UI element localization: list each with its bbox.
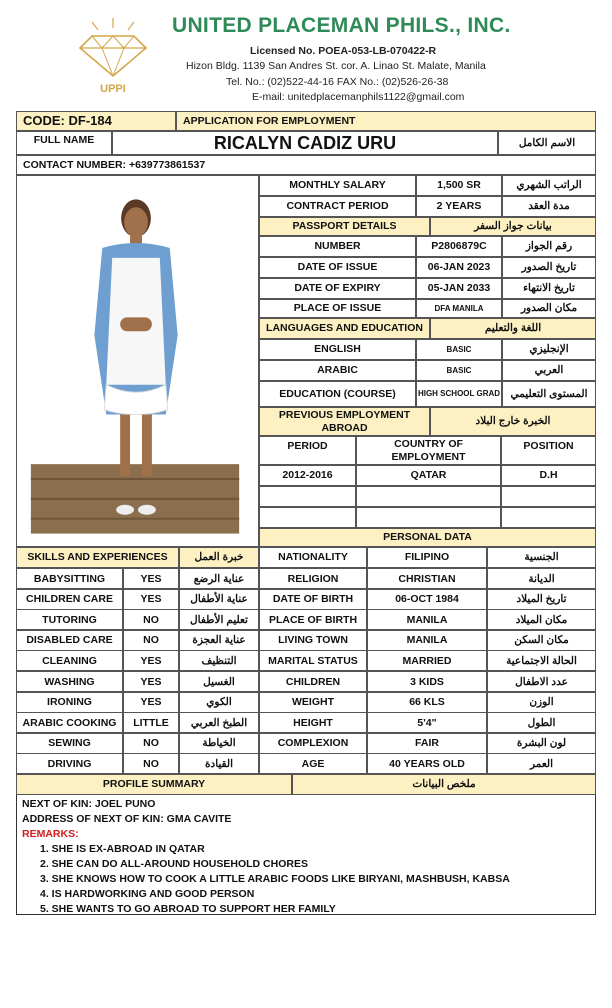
next-of-kin: NEXT OF KIN: JOEL PUNO <box>22 798 156 810</box>
skill-value: YES <box>123 650 179 671</box>
skill-label: CHILDREN CARE <box>16 589 123 610</box>
skill-ar: الخياطة <box>179 733 259 754</box>
personal-label: DATE OF BIRTH <box>259 589 367 610</box>
remark-item: 2. SHE CAN DO ALL-AROUND HOUSEHOLD CHORES <box>40 858 308 870</box>
applicant-photo <box>17 175 258 547</box>
photo-frame <box>16 175 259 547</box>
skill-value: NO <box>123 733 179 754</box>
salary-value: 1,500 SR <box>416 175 502 196</box>
skill-label: SEWING <box>16 733 123 754</box>
skill-value: YES <box>123 692 179 713</box>
skill-ar: عناية الرضع <box>179 568 259 589</box>
personal-ar: العمر <box>487 753 596 774</box>
remark-item: 4. IS HARDWORKING AND GOOD PERSON <box>40 888 255 900</box>
country-value <box>356 486 501 507</box>
contract-period-label: CONTRACT PERIOD <box>259 196 416 217</box>
period-header: PERIOD <box>259 436 356 465</box>
expiry-date-value: 05-JAN 2033 <box>416 278 502 299</box>
personal-ar: عدد الاطفال <box>487 671 596 692</box>
personal-label: PLACE OF BIRTH <box>259 609 367 630</box>
skill-label: DRIVING <box>16 753 123 774</box>
personal-value: 5'4" <box>367 712 487 733</box>
skill-value: NO <box>123 609 179 630</box>
languages-header: LANGUAGES AND EDUCATION <box>259 318 430 339</box>
arabic-ar: العربي <box>502 360 596 381</box>
personal-value: MANILA <box>367 609 487 630</box>
arabic-label: ARABIC <box>259 360 416 381</box>
period-value <box>259 507 356 528</box>
prev-employment-header: PREVIOUS EMPLOYMENT ABROAD <box>259 407 430 436</box>
education-value: HIGH SCHOOL GRAD <box>416 381 502 407</box>
personal-value: FAIR <box>367 733 487 754</box>
prev-employment-header-ar: الخبرة خارج البلاد <box>430 407 596 436</box>
period-value <box>259 486 356 507</box>
issue-date-value: 06-JAN 2023 <box>416 257 502 278</box>
position-header: POSITION <box>501 436 596 465</box>
personal-value: MARRIED <box>367 650 487 671</box>
personal-ar: الحالة الاجتماعية <box>487 650 596 671</box>
personal-ar: الجنسية <box>487 547 596 568</box>
salary-label: MONTHLY SALARY <box>259 175 416 196</box>
personal-label: RELIGION <box>259 568 367 589</box>
skills-header: SKILLS AND EXPERIENCES <box>16 547 179 568</box>
skill-ar: الكوي <box>179 692 259 713</box>
skill-value: YES <box>123 568 179 589</box>
personal-ar: مكان السكن <box>487 630 596 651</box>
personal-ar: مكان الميلاد <box>487 609 596 630</box>
english-label: ENGLISH <box>259 339 416 360</box>
country-value: QATAR <box>356 465 501 486</box>
full-name-ar: الاسم الكامل <box>498 131 596 155</box>
diamond-logo-icon <box>70 14 156 94</box>
skill-label: BABYSITTING <box>16 568 123 589</box>
passport-header-ar: بيانات جواز السفر <box>430 217 596 236</box>
personal-label: NATIONALITY <box>259 547 367 568</box>
personal-label: COMPLEXION <box>259 733 367 754</box>
personal-ar: الوزن <box>487 692 596 713</box>
profile-summary-header: PROFILE SUMMARY <box>16 774 292 795</box>
skill-value: NO <box>123 630 179 651</box>
position-value: D.H <box>501 465 596 486</box>
expiry-date-label: DATE OF EXPIRY <box>259 278 416 299</box>
personal-value: FILIPINO <box>367 547 487 568</box>
education-label: EDUCATION (COURSE) <box>259 381 416 407</box>
skill-value: NO <box>123 753 179 774</box>
skill-value: LITTLE <box>123 712 179 733</box>
skill-label: IRONING <box>16 692 123 713</box>
personal-ar: تاريخ الميلاد <box>487 589 596 610</box>
skill-ar: عناية الأطفال <box>179 589 259 610</box>
place-issue-ar: مكان الصدور <box>502 299 596 318</box>
skill-label: TUTORING <box>16 609 123 630</box>
contract-period-ar: مدة العقد <box>502 196 596 217</box>
company-address: Hizon Bldg. 1139 San Andres St. cor. A. Linao St. Malate, Manila <box>186 60 486 72</box>
personal-ar: لون البشرة <box>487 733 596 754</box>
profile-summary-header-ar: ملخص البيانات <box>292 774 596 795</box>
personal-label: WEIGHT <box>259 692 367 713</box>
issue-date-ar: تاريخ الصدور <box>502 257 596 278</box>
personal-label: HEIGHT <box>259 712 367 733</box>
personal-value: MANILA <box>367 630 487 651</box>
contact-number: CONTACT NUMBER: +639773861537 <box>16 155 596 175</box>
arabic-value: BASIC <box>416 360 502 381</box>
skill-label: CLEANING <box>16 650 123 671</box>
skill-value: YES <box>123 589 179 610</box>
country-value <box>356 507 501 528</box>
english-ar: الإنجليزي <box>502 339 596 360</box>
personal-value: 06-OCT 1984 <box>367 589 487 610</box>
company-phone: Tel. No.: (02)522-44-16 FAX No.: (02)526-26-38 <box>226 76 449 88</box>
skill-label: ARABIC COOKING <box>16 712 123 733</box>
period-value: 2012-2016 <box>259 465 356 486</box>
position-value <box>501 507 596 528</box>
form-code: CODE: DF-184 <box>16 111 176 131</box>
address-next-of-kin: ADDRESS OF NEXT OF KIN: GMA CAVITE <box>22 813 232 825</box>
personal-value: 3 KIDS <box>367 671 487 692</box>
skill-ar: القيادة <box>179 753 259 774</box>
languages-header-ar: اللغة والتعليم <box>430 318 596 339</box>
personal-label: CHILDREN <box>259 671 367 692</box>
position-value <box>501 486 596 507</box>
expiry-date-ar: تاريخ الانتهاء <box>502 278 596 299</box>
skills-header-ar: خبرة العمل <box>179 547 259 568</box>
personal-ar: الطول <box>487 712 596 733</box>
passport-number-value: P2806879C <box>416 236 502 257</box>
logo-text: UPPI <box>100 83 126 94</box>
skill-ar: التنظيف <box>179 650 259 671</box>
passport-header: PASSPORT DETAILS <box>259 217 430 236</box>
salary-ar: الراتب الشهري <box>502 175 596 196</box>
license-number: Licensed No. POEA-053-LB-070422-R <box>250 45 437 57</box>
company-email: E-mail: unitedplacemanphils1122@gmail.com <box>252 91 465 103</box>
skill-value: YES <box>123 671 179 692</box>
skill-label: WASHING <box>16 671 123 692</box>
form-title: APPLICATION FOR EMPLOYMENT <box>176 111 596 131</box>
full-name-value: RICALYN CADIZ URU <box>112 131 498 155</box>
skill-ar: تعليم الأطفال <box>179 609 259 630</box>
personal-ar: الديانة <box>487 568 596 589</box>
issue-date-label: DATE OF ISSUE <box>259 257 416 278</box>
personal-value: 66 KLS <box>367 692 487 713</box>
passport-number-ar: رقم الجواز <box>502 236 596 257</box>
country-header: COUNTRY OF EMPLOYMENT <box>356 436 501 465</box>
remark-item: 3. SHE KNOWS HOW TO COOK A LITTLE ARABIC FOODS LIKE BIRYANI, MASHBUSH, KABSA <box>40 873 510 885</box>
personal-label: AGE <box>259 753 367 774</box>
skill-ar: الطبخ العربي <box>179 712 259 733</box>
personal-label: MARITAL STATUS <box>259 650 367 671</box>
place-issue-value: DFA MANILA <box>416 299 502 318</box>
remark-item: 1. SHE IS EX-ABROAD IN QATAR <box>40 843 205 855</box>
skill-label: DISABLED CARE <box>16 630 123 651</box>
full-name-label: FULL NAME <box>16 131 112 155</box>
contract-period-value: 2 YEARS <box>416 196 502 217</box>
skill-ar: عناية العجزة <box>179 630 259 651</box>
remarks-label: REMARKS: <box>22 828 79 840</box>
education-ar: المستوى التعليمي <box>502 381 596 407</box>
personal-value: CHRISTIAN <box>367 568 487 589</box>
personal-data-header: PERSONAL DATA <box>259 528 596 547</box>
passport-number-label: NUMBER <box>259 236 416 257</box>
place-issue-label: PLACE OF ISSUE <box>259 299 416 318</box>
personal-label: LIVING TOWN <box>259 630 367 651</box>
personal-value: 40 YEARS OLD <box>367 753 487 774</box>
english-value: BASIC <box>416 339 502 360</box>
skill-ar: الغسيل <box>179 671 259 692</box>
remark-item: 5. SHE WANTS TO GO ABROAD TO SUPPORT HER FAMILY <box>40 903 336 915</box>
company-name: UNITED PLACEMAN PHILS., INC. <box>172 14 511 37</box>
